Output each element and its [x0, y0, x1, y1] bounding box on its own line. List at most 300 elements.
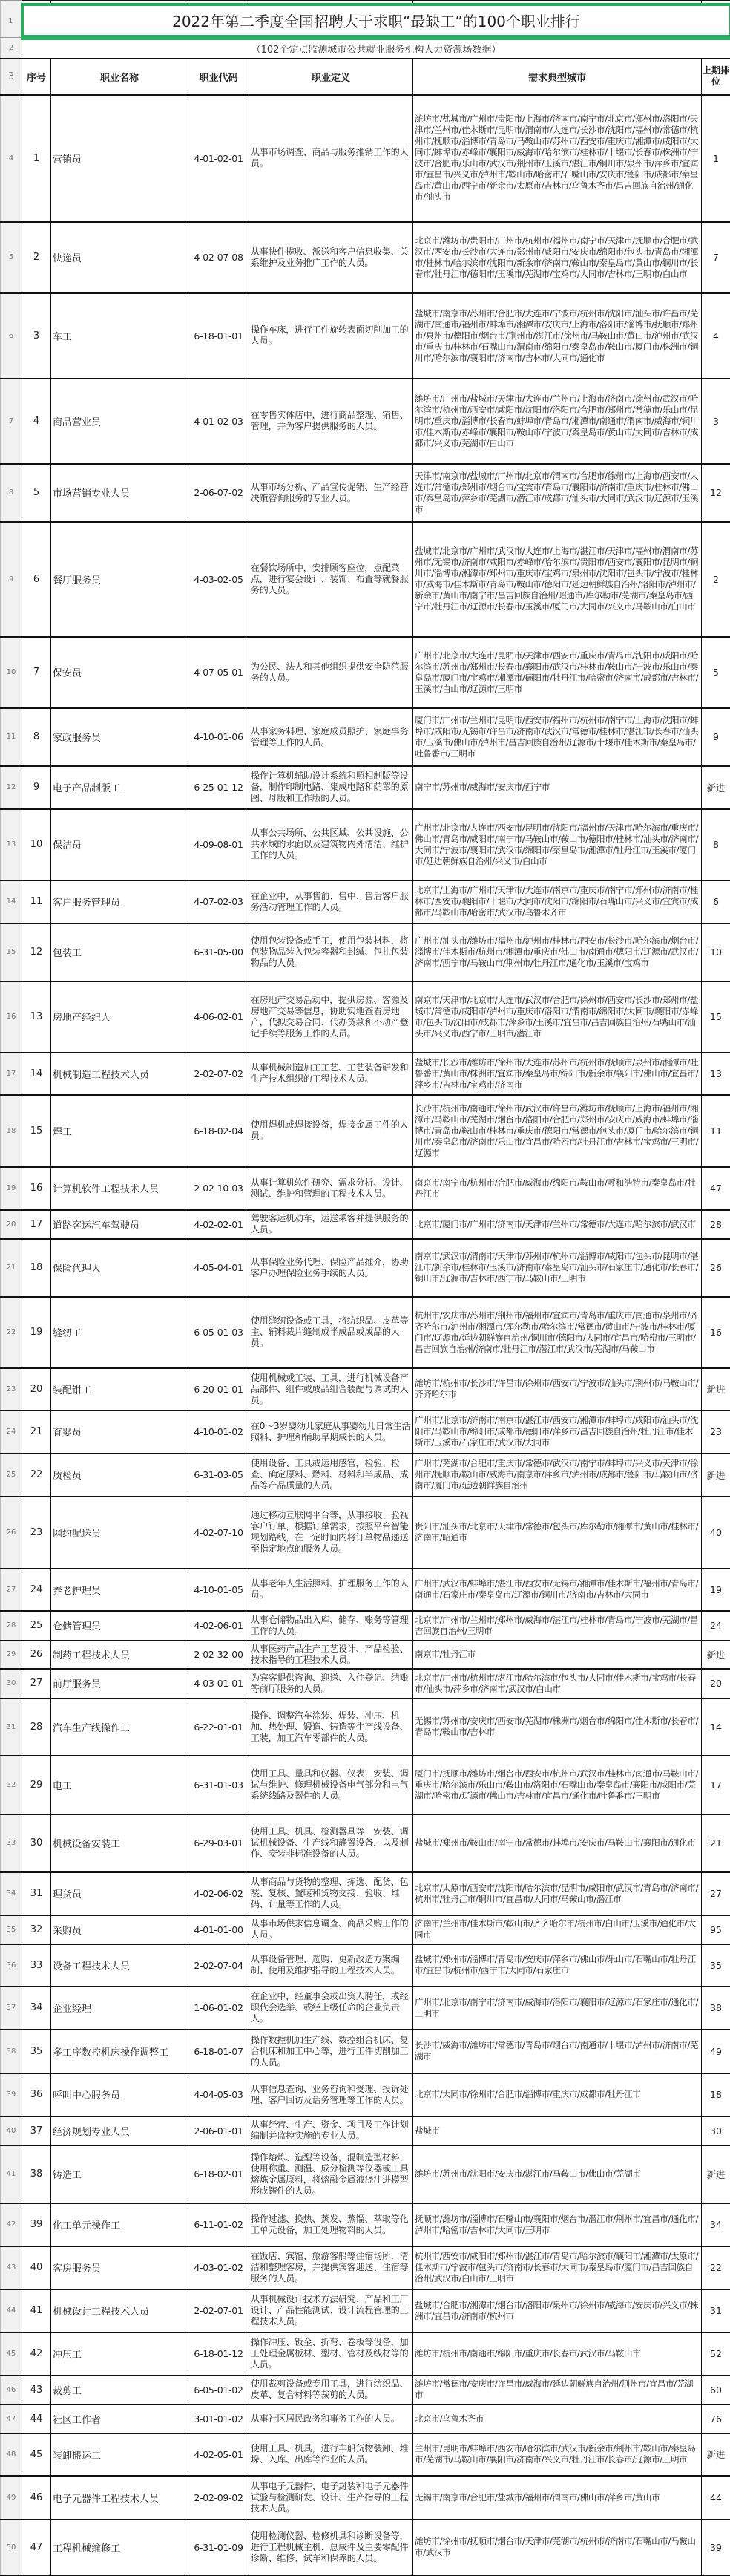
occupation-code[interactable]: 6-18-01-01 [188, 293, 249, 379]
occupation-name[interactable]: 采购员 [51, 1915, 188, 1944]
rank-number[interactable]: 34 [22, 1987, 51, 2030]
occupation-code[interactable]: 6-31-01-03 [188, 1756, 249, 1814]
row-number[interactable]: 50 [1, 2520, 22, 2575]
previous-rank[interactable]: 19 [702, 1569, 730, 1611]
rank-number[interactable]: 9 [22, 766, 51, 809]
previous-rank[interactable]: 52 [702, 2333, 730, 2376]
occupation-code[interactable]: 4-04-05-03 [188, 2073, 249, 2116]
occupation-definition[interactable]: 在0～3岁婴幼儿家庭从事婴幼儿日常生活照料、护理和辅助早期成长的人员。 [249, 1410, 413, 1454]
row-number[interactable]: 15 [1, 923, 22, 981]
occupation-code[interactable]: 4-09-08-01 [188, 809, 249, 880]
demand-cities[interactable]: 无锡市/南京市/合肥市/盐城市/福州市/渭南市/佛山市/萍乡市/黄山市 [413, 2476, 702, 2520]
previous-rank[interactable]: 76 [702, 2405, 730, 2433]
demand-cities[interactable]: 北京市/厦门市/广州市/济南市/天津市/兰州市/常德市/大连市/哈尔滨市/武汉市 [413, 1210, 702, 1239]
occupation-name[interactable]: 餐厅服务员 [51, 522, 188, 637]
occupation-code[interactable]: 6-18-02-04 [188, 1095, 249, 1167]
occupation-definition[interactable]: 从事经营、生产、资金、项目及工作计划编制并监控实施的专业人员。 [249, 2116, 413, 2145]
occupation-code[interactable]: 6-18-01-07 [188, 2030, 249, 2073]
row-number[interactable]: 47 [1, 2405, 22, 2433]
rank-number[interactable]: 7 [22, 637, 51, 708]
occupation-definition[interactable]: 从事家务料理、家庭成员照护、家庭事务管理等工作的人员。 [249, 708, 413, 766]
occupation-code[interactable]: 4-10-01-06 [188, 708, 249, 766]
occupation-definition[interactable]: 从事快件揽收、派送和客户信息收集、关系维护及业务推广工作的人员。 [249, 222, 413, 293]
occupation-code[interactable]: 6-18-01-12 [188, 2333, 249, 2376]
row-number[interactable]: 39 [1, 2073, 22, 2116]
rank-number[interactable]: 20 [22, 1368, 51, 1410]
previous-rank[interactable]: 39 [702, 2520, 730, 2575]
occupation-code[interactable]: 1-06-01-02 [188, 1987, 249, 2030]
rank-number[interactable]: 46 [22, 2476, 51, 2520]
rank-number[interactable]: 12 [22, 923, 51, 981]
occupation-definition[interactable]: 从事设备管理、选购、更新改造方案编制、使用及维护指导的工程技术人员。 [249, 1944, 413, 1987]
occupation-name[interactable]: 养老护理员 [51, 1569, 188, 1611]
occupation-name[interactable]: 铸造工 [51, 2145, 188, 2203]
rank-number[interactable]: 1 [22, 95, 51, 222]
previous-rank[interactable]: 11 [702, 1095, 730, 1167]
occupation-name[interactable]: 企业经理 [51, 1987, 188, 2030]
row-number[interactable]: 19 [1, 1167, 22, 1210]
previous-rank[interactable]: 3 [702, 379, 730, 464]
demand-cities[interactable]: 潍坊市/杭州市/南通市/绵阳市/重庆市/长春市/武汉市/马鞍山市 [413, 2333, 702, 2376]
header-definition[interactable]: 职业定义 [249, 59, 413, 95]
occupation-name[interactable]: 冲压工 [51, 2333, 188, 2376]
occupation-name[interactable]: 缝纫工 [51, 1297, 188, 1368]
occupation-code[interactable]: 4-01-02-01 [188, 95, 249, 222]
occupation-name[interactable]: 裁剪工 [51, 2376, 188, 2405]
previous-rank[interactable]: 1 [702, 95, 730, 222]
row-number[interactable]: 35 [1, 1915, 22, 1944]
rank-number[interactable]: 17 [22, 1210, 51, 1239]
occupation-code[interactable]: 6-31-01-09 [188, 2520, 249, 2575]
occupation-definition[interactable]: 操作熔炼、造型等设备，混制造型材料，使用称重、测温、成分检测等仪器或工具熔炼金属原料，将熔融金属液浇注进模型形成铸件的人员。 [249, 2145, 413, 2203]
rank-number[interactable]: 42 [22, 2333, 51, 2376]
occupation-definition[interactable]: 操作过滤、换热、蒸发、蒸馏、萃取等化工单元设备，加工处理物料的人员。 [249, 2203, 413, 2246]
previous-rank[interactable]: 新进 [702, 1368, 730, 1410]
row-number[interactable]: 2 [1, 38, 22, 59]
row-number[interactable]: 14 [1, 880, 22, 923]
occupation-definition[interactable]: 使用缝纫设备或工具，将纺织品、皮革等主、辅料裁片缝制成半成品或成品的人员。 [249, 1297, 413, 1368]
demand-cities[interactable]: 盐城市 [413, 2116, 702, 2145]
previous-rank[interactable]: 22 [702, 2246, 730, 2289]
previous-rank[interactable]: 30 [702, 2116, 730, 2145]
row-number[interactable]: 24 [1, 1410, 22, 1454]
demand-cities[interactable]: 潍坊市/苏州市/沈阳市/安庆市/湛江市/马鞍山市/佛山市/芜湖市 [413, 2145, 702, 2203]
rank-number[interactable]: 41 [22, 2289, 51, 2333]
demand-cities[interactable]: 长沙市/威海市/潍坊市/常德市/青岛市/烟台市/南通市/十堰市/泸州市/济南市/芜湖市 [413, 2030, 702, 2073]
occupation-code[interactable]: 4-06-02-01 [188, 981, 249, 1053]
previous-rank[interactable]: 24 [702, 1611, 730, 1641]
previous-rank[interactable]: 4 [702, 293, 730, 379]
header-name[interactable]: 职业名称 [51, 59, 188, 95]
row-number[interactable]: 32 [1, 1756, 22, 1814]
demand-cities[interactable]: 盐城市/合肥市/湘潭市/烟台市/洛阳市/泉州市/徐州市/威海市/安庆市/兴义市/株洲市/宜昌市/济南市/杭州市 [413, 2289, 702, 2333]
previous-rank[interactable]: 12 [702, 464, 730, 522]
occupation-definition[interactable]: 为公民、法人和其他组织提供安全防范服务的人员。 [249, 637, 413, 708]
demand-cities[interactable]: 天津市/南京市/盐城市/广州市/北京市/渭南市/合肥市/徐州市/上海市/西安市/大连市/常德市/郑州市/烟台市/宜宾市/青岛市/襄阳市/济南市/重庆市/桂林市/佛山市/秦皇岛市/萍乡市/芜湖市/潜江市/成都市/汕头市/大同市/武汉市/辽源市/玉溪市 [413, 464, 702, 522]
occupation-definition[interactable]: 使用工具、机具，进行车船货物装卸、堆垛、入库、出库等作业的人员。 [249, 2433, 413, 2476]
occupation-definition[interactable]: 操作计算机辅助设计系统和照相制版等设备，制作印制电路、集成电路和荫罩的原图、母版和工作版的人员。 [249, 766, 413, 809]
occupation-name[interactable]: 电工 [51, 1756, 188, 1814]
rank-number[interactable]: 5 [22, 464, 51, 522]
demand-cities[interactable]: 厦门市/广州市/兰州市/昆明市/西安市/福州市/杭州市/南宁市/上海市/沈阳市/蚌埠市/咸阳市/无锡市/许昌市/济南市/武汉市/常德市/桂林市/湛江市/长春市/汕头市/玉溪市/佛山市/泸州市/昌吉回族自治州/辽源市/十堰市/佳木斯市/秦皇岛市/吐鲁番市/三明市 [413, 708, 702, 766]
row-number[interactable]: 43 [1, 2246, 22, 2289]
row-number[interactable]: 1 [1, 4, 22, 38]
previous-rank[interactable]: 8 [702, 809, 730, 880]
previous-rank[interactable]: 新进 [702, 1454, 730, 1497]
rank-number[interactable]: 29 [22, 1756, 51, 1814]
occupation-name[interactable]: 质检员 [51, 1454, 188, 1497]
previous-rank[interactable]: 14 [702, 1699, 730, 1756]
row-number[interactable]: 23 [1, 1368, 22, 1410]
occupation-name[interactable]: 电子产品制版工 [51, 766, 188, 809]
rank-number[interactable]: 16 [22, 1167, 51, 1210]
row-number[interactable]: 36 [1, 1944, 22, 1987]
row-number[interactable]: 26 [1, 1497, 22, 1569]
demand-cities[interactable]: 南宁市/苏州市/威海市/安庆市/西宁市 [413, 766, 702, 809]
previous-rank[interactable]: 2 [702, 522, 730, 637]
previous-rank[interactable]: 6 [702, 880, 730, 923]
occupation-name[interactable]: 装配钳工 [51, 1368, 188, 1410]
occupation-code[interactable]: 4-02-07-10 [188, 1497, 249, 1569]
occupation-name[interactable]: 社区工作者 [51, 2405, 188, 2433]
occupation-definition[interactable]: 在零售实体店中，进行商品整理、销售、管理，并为客户提供服务的人员。 [249, 379, 413, 464]
row-number[interactable]: 28 [1, 1611, 22, 1641]
occupation-name[interactable]: 前厅服务员 [51, 1669, 188, 1699]
rank-number[interactable]: 19 [22, 1297, 51, 1368]
occupation-definition[interactable]: 从事市场分析、产品宣传促销、生产经营决策咨询服务的专业人员。 [249, 464, 413, 522]
row-number[interactable]: 13 [1, 809, 22, 880]
occupation-code[interactable]: 6-25-01-12 [188, 766, 249, 809]
demand-cities[interactable]: 北京市/潍坊市/贵阳市/广州市/杭州市/福州市/南宁市/天津市/抚顺市/合肥市/武汉市/西安市/长沙市/大连市/郑州市/咸阳市/安庆市/绵阳市/包头市/青岛市/湘潭市/桂林市/哈尔滨市/沈阳市/新余市/济南市/鞍山市/秦皇岛市/黄山市/铜川市/长春市/牡丹江市/德阳市/玉溪市/芜湖市/宝鸡市/大同市/吉林市/三明市/白山市 [413, 222, 702, 293]
demand-cities[interactable]: 厦门市/抚顺市/潍坊市/烟台市/西安市/杭州市/武汉市/桂林市/南通市/马鞍山市/重庆市/哈尔滨市/乐山市/鞍山市/洛阳市/石嘴山市/秦皇岛市/襄阳市/咸阳市/芜湖市/哈密市/辽源市/佛山市/吉林市/宜昌市/通化市/吐鲁番市/三明市 [413, 1756, 702, 1814]
occupation-code[interactable]: 2-02-07-02 [188, 1053, 249, 1095]
previous-rank[interactable]: 5 [702, 637, 730, 708]
occupation-definition[interactable]: 从事计算机软件研究、需求分析、设计、测试、维护和管理的工程技术人员。 [249, 1167, 413, 1210]
occupation-definition[interactable]: 使用裁剪设备或专用工具，进行纺织品、皮革、复合材料等裁剪的人员。 [249, 2376, 413, 2405]
occupation-definition[interactable]: 驾驶客运机动车，运送乘客并提供服务的人员。 [249, 1210, 413, 1239]
row-number[interactable]: 5 [1, 222, 22, 293]
row-number[interactable]: 44 [1, 2289, 22, 2333]
header-cities[interactable]: 需求典型城市 [413, 59, 702, 95]
occupation-code[interactable]: 4-02-02-01 [188, 1210, 249, 1239]
occupation-name[interactable]: 道路客运汽车驾驶员 [51, 1210, 188, 1239]
previous-rank[interactable]: 40 [702, 1497, 730, 1569]
previous-rank[interactable]: 95 [702, 1915, 730, 1944]
demand-cities[interactable]: 潍坊市/广州市/盐城市/天津市/大连市/兰州市/上海市/济南市/徐州市/武汉市/哈尔滨市/杭州市/西安市/咸阳市/沈阳市/洛阳市/合肥市/郑州市/常德市/乐山市/昆明市/重庆市/淄博市/长春市/蚌埠市/青岛市/湘潭市/南通市/渭南市/威海市/铜川市/佳木斯市/赤峰市/襄阳市/鞍山市/宁波市/秦皇岛市/黄山市/大同市/吉林市/成都市/兴义市/芜湖市/白山市 [413, 379, 702, 464]
occupation-definition[interactable]: 从事市场供求信息调查、商品采购工作的人员。 [249, 1915, 413, 1944]
previous-rank[interactable]: 28 [702, 1210, 730, 1239]
demand-cities[interactable]: 潍坊市/盐城市/广州市/贵阳市/上海市/济南市/南宁市/北京市/郑州市/洛阳市/天津市/兰州市/佳木斯市/昆明市/渭南市/大连市/长沙市/沈阳市/福州市/常德市/杭州市/抚顺市/淄博市/青岛市/马鞍山市/苏州市/西安市/重庆市/湘潭市/咸阳市/大同市/蚌埠市/赤峰市/襄阳市/威海市/哈尔滨市/桂林市/十堰市/长春市/株洲市/宁波市/合肥市/乐山市/武汉市/荆州市/玉溪市/湛江市/铜川市/泉州市/萍乡市/宜宾市/宜昌市/兴义市/泸州市/鞍山市/哈密市/石嘴山市/安庆市/德阳市/成都市/秦皇岛市/黄山市/西宁市/新余市/太原市/吉林市/乌鲁木齐市/昌吉回族自治州/通化市/汕头市 [413, 95, 702, 222]
occupation-definition[interactable]: 从事医药产品生产工艺设计、产品检验、技术指导的工程技术人员。 [249, 1641, 413, 1669]
row-number[interactable]: 4 [1, 95, 22, 222]
rank-number[interactable]: 10 [22, 809, 51, 880]
rank-number[interactable]: 14 [22, 1053, 51, 1095]
row-number[interactable]: 10 [1, 637, 22, 708]
occupation-name[interactable]: 家政服务员 [51, 708, 188, 766]
previous-rank[interactable]: 23 [702, 1410, 730, 1454]
rank-number[interactable]: 22 [22, 1454, 51, 1497]
demand-cities[interactable]: 抚顺市/潍坊市/淄博市/石嘴山市/襄阳市/烟台市/潜江市/荆州市/宜昌市/通化市/泸州市/哈密市/吉林市/大同市/三明市 [413, 2203, 702, 2246]
row-number[interactable]: 30 [1, 1669, 22, 1699]
rank-number[interactable]: 2 [22, 222, 51, 293]
row-number[interactable]: 20 [1, 1210, 22, 1239]
rank-number[interactable]: 4 [22, 379, 51, 464]
occupation-definition[interactable]: 为宾客提供咨询、迎送、入住登记、结账等前厅服务的人员。 [249, 1669, 413, 1699]
previous-rank[interactable]: 31 [702, 2289, 730, 2333]
occupation-code[interactable]: 4-02-06-01 [188, 1611, 249, 1641]
occupation-name[interactable]: 汽车生产线操作工 [51, 1699, 188, 1756]
occupation-definition[interactable]: 从事保险业务代理、保险产品推介，协助客户办理保险业务手续的人员。 [249, 1239, 413, 1297]
rank-number[interactable]: 15 [22, 1095, 51, 1167]
sheet-subtitle[interactable]: （102个定点监测城市公共就业服务机构人力资源场数据） [22, 38, 730, 59]
rank-number[interactable]: 38 [22, 2145, 51, 2203]
occupation-name[interactable]: 保安员 [51, 637, 188, 708]
occupation-name[interactable]: 化工单元操作工 [51, 2203, 188, 2246]
demand-cities[interactable]: 无锡市/苏州市/安庆市/西安市/芜湖市/株洲市/烟台市/绵阳市/佳木斯市/长春市/青岛市/鞍山市/吉林市 [413, 1699, 702, 1756]
row-number[interactable]: 48 [1, 2433, 22, 2476]
previous-rank[interactable]: 新进 [702, 2145, 730, 2203]
occupation-code[interactable]: 2-02-10-03 [188, 1167, 249, 1210]
occupation-code[interactable]: 2-02-32-00 [188, 1641, 249, 1669]
row-number[interactable]: 8 [1, 464, 22, 522]
occupation-code[interactable]: 6-22-01-01 [188, 1699, 249, 1756]
rank-number[interactable]: 11 [22, 880, 51, 923]
occupation-code[interactable]: 4-03-01-02 [188, 2246, 249, 2289]
occupation-definition[interactable]: 使用设备、工具或运用感官，检验、检查、确定原料、燃料、材料和半成品、成品等产品质量的人员。 [249, 1454, 413, 1497]
row-number[interactable]: 25 [1, 1454, 22, 1497]
occupation-code[interactable]: 6-18-02-01 [188, 2145, 249, 2203]
occupation-name[interactable]: 客户服务管理员 [51, 880, 188, 923]
previous-rank[interactable]: 7 [702, 222, 730, 293]
occupation-definition[interactable]: 使用焊机或焊接设备，焊接金属工件的人员。 [249, 1095, 413, 1167]
occupation-name[interactable]: 理货员 [51, 1872, 188, 1915]
occupation-code[interactable]: 4-07-05-01 [188, 637, 249, 708]
rank-number[interactable]: 8 [22, 708, 51, 766]
occupation-definition[interactable]: 操作数控机加生产线、数控组合机床、复合机床和加工中心等，进行工件切削加工的人员。 [249, 2030, 413, 2073]
row-number[interactable]: 16 [1, 981, 22, 1053]
demand-cities[interactable]: 广州市/北京市/济南市/南京市/湛江市/西安市/湘潭市/蚌埠市/咸阳市/汕头市/沈阳市/马鞍山市/绵阳市/成都市/德阳市/萍乡市/昌吉回族自治州/牡丹江市/佳木斯市/玉溪市/石家庄市/武汉市/大同市 [413, 1410, 702, 1454]
demand-cities[interactable]: 北京市/乌鲁木齐市 [413, 2405, 702, 2433]
previous-rank[interactable]: 18 [702, 2073, 730, 2116]
occupation-name[interactable]: 市场营销专业人员 [51, 464, 188, 522]
occupation-code[interactable]: 6-31-03-05 [188, 1454, 249, 1497]
occupation-definition[interactable]: 在企业中，从事售前、售中、售后客户服务活动管理工作的人员。 [249, 880, 413, 923]
row-number[interactable]: 7 [1, 379, 22, 464]
previous-rank[interactable]: 27 [702, 1872, 730, 1915]
occupation-definition[interactable]: 通过移动互联网平台等，从事接收、验视客户订单，根据订单需求，按照平台智能规划路线，在一定时间内将订单物品递送至指定地点的服务人员。 [249, 1497, 413, 1569]
rank-number[interactable]: 26 [22, 1641, 51, 1669]
sheet-title[interactable]: 2022年第二季度全国招聘大于求职“最缺工”的100个职业排行 [22, 4, 730, 38]
occupation-code[interactable]: 4-07-02-03 [188, 880, 249, 923]
occupation-code[interactable]: 4-03-02-05 [188, 522, 249, 637]
row-number[interactable]: 29 [1, 1641, 22, 1669]
row-number[interactable]: 17 [1, 1053, 22, 1095]
row-number[interactable]: 27 [1, 1569, 22, 1611]
previous-rank[interactable]: 9 [702, 708, 730, 766]
occupation-code[interactable]: 2-02-09-02 [188, 2476, 249, 2520]
occupation-definition[interactable]: 在房地产交易活动中，提供房源、客源及房地产交易等信息，协助实地查看房地产，代拟交易合同、代办贷款和不动产登记手续等服务工作的人员。 [249, 981, 413, 1053]
occupation-definition[interactable]: 在饭店、宾馆、旅游客船等住宿场所，清洁和整理客房，并提供宾客迎送、住宿等服务的人员。 [249, 2246, 413, 2289]
occupation-name[interactable]: 经济规划专业人员 [51, 2116, 188, 2145]
row-number[interactable]: 11 [1, 708, 22, 766]
demand-cities[interactable]: 广州市/北京市/大连市/西安市/昆明市/沈阳市/福州市/天津市/哈尔滨市/重庆市/佛山市/青岛市/咸阳市/南宁市/马鞍山市/鞍山市/德阳市/桂林市/汕头市/济南市/大同市/宁波市/襄阳市/武汉市/绵阳市/秦皇岛市/湘潭市/牡丹江市/玉溪市/厦门市/延边朝鲜族自治州/兴义市/白山市 [413, 809, 702, 880]
previous-rank[interactable]: 34 [702, 2203, 730, 2246]
occupation-name[interactable]: 房地产经纪人 [51, 981, 188, 1053]
previous-rank[interactable]: 16 [702, 1297, 730, 1368]
previous-rank[interactable]: 新进 [702, 2433, 730, 2476]
occupation-name[interactable]: 营销员 [51, 95, 188, 222]
rank-number[interactable]: 6 [22, 522, 51, 637]
rank-number[interactable]: 31 [22, 1872, 51, 1915]
rank-number[interactable]: 35 [22, 2030, 51, 2073]
occupation-name[interactable]: 电子元器件工程技术人员 [51, 2476, 188, 2520]
occupation-name[interactable]: 设备工程技术人员 [51, 1944, 188, 1987]
rank-number[interactable]: 28 [22, 1699, 51, 1756]
occupation-name[interactable]: 快递员 [51, 222, 188, 293]
occupation-name[interactable]: 装卸搬运工 [51, 2433, 188, 2476]
occupation-code[interactable]: 4-03-01-01 [188, 1669, 249, 1699]
demand-cities[interactable]: 盐城市/郑州市/淄博市/青岛市/安庆市/萍乡市/佛山市/乐山市/石嘴山市/牡丹江市/宜昌市/杭州市/西宁市/大同市/石家庄市 [413, 1944, 702, 1987]
previous-rank[interactable]: 47 [702, 1167, 730, 1210]
demand-cities[interactable]: 北京市/大同市/徐州市/合肥市/淄博市/重庆市/成都市/牡丹江市 [413, 2073, 702, 2116]
previous-rank[interactable]: 21 [702, 1814, 730, 1872]
occupation-name[interactable]: 计算机软件工程技术人员 [51, 1167, 188, 1210]
occupation-code[interactable]: 4-10-01-02 [188, 1410, 249, 1454]
header-code[interactable]: 职业代码 [188, 59, 249, 95]
header-prev-rank[interactable]: 上期排位 [702, 59, 730, 95]
occupation-code[interactable]: 6-11-01-02 [188, 2203, 249, 2246]
rank-number[interactable]: 32 [22, 1915, 51, 1944]
demand-cities[interactable]: 杭州市/安庆市/苏州市/荆州市/福州市/宜宾市/青岛市/重庆市/南通市/泉州市/齐齐哈尔市/泸州市/湘潭市/库尔勒市/哈尔滨市/常德市/黄山市/宁波市/桂林市/厦门市/辽源市/延边朝鲜族自治州/铜川市/德阳市/大同市/宜昌市/哈密市/三明市/昌吉回族自治州/济南市/牡丹江市/潜江市/武汉市/芜湖市/马鞍山市 [413, 1297, 702, 1368]
demand-cities[interactable]: 北京市/太原市/西安市/沈阳市/哈尔滨市/昆明市/咸阳市/武汉市/青岛市/济南市/杭州市/牡丹江市/铜川市/宜昌市/大同市/马鞍山市/潜江市 [413, 1872, 702, 1915]
previous-rank[interactable]: 新进 [702, 766, 730, 809]
occupation-code[interactable]: 6-31-05-00 [188, 923, 249, 981]
occupation-definition[interactable]: 使用检测仪器、检修机具和诊断设备等，进行工程机械主机、总成件及主要零配件诊断、维修、试车和保养的人员。 [249, 2520, 413, 2575]
rank-number[interactable]: 25 [22, 1611, 51, 1641]
occupation-definition[interactable]: 在餐饮场所中，安排顾客座位，点配菜点，进行宴会设计、装饰、布置等就餐服务的人员。 [249, 522, 413, 637]
row-number[interactable]: 33 [1, 1814, 22, 1872]
occupation-code[interactable]: 2-06-01-01 [188, 2116, 249, 2145]
demand-cities[interactable]: 北京市/广州市/杭州市/湛江市/哈尔滨市/包头市/大同市/佳木斯市/宝鸡市/长春市/汕头市/萍乡市/济南市/武汉市/白山市 [413, 1669, 702, 1699]
row-number[interactable]: 34 [1, 1872, 22, 1915]
occupation-name[interactable]: 保洁员 [51, 809, 188, 880]
row-number[interactable]: 22 [1, 1297, 22, 1368]
rank-number[interactable]: 40 [22, 2246, 51, 2289]
demand-cities[interactable]: 济南市/兰州市/佳木斯市/鞍山市/齐齐哈尔市/杭州市/白山市/玉溪市/通化市/大同市 [413, 1915, 702, 1944]
rank-number[interactable]: 33 [22, 1944, 51, 1987]
row-number[interactable]: 38 [1, 2030, 22, 2073]
demand-cities[interactable]: 广州市/北京市/南宁市/济南市/威海市/洛阳市/襄阳市/辽源市/石家庄市/通化市/三明市 [413, 1987, 702, 2030]
demand-cities[interactable]: 盐城市/长沙市/潍坊市/徐州市/大连市/苏州市/杭州市/抚顺市/泉州市/湘潭市/吐鲁番市/黄山市/株洲市/宜宾市/秦皇岛市/绵阳市/新余市/襄阳市/佛山市/宜昌市/萍乡市/吉林市/宝鸡市/济南市 [413, 1053, 702, 1095]
occupation-code[interactable]: 6-20-01-01 [188, 1368, 249, 1410]
occupation-definition[interactable]: 从事老年人生活照料、护理服务工作的人员。 [249, 1569, 413, 1611]
previous-rank[interactable]: 26 [702, 1239, 730, 1297]
occupation-name[interactable]: 机械制造工程技术人员 [51, 1053, 188, 1095]
previous-rank[interactable]: 17 [702, 1756, 730, 1814]
rank-number[interactable]: 23 [22, 1497, 51, 1569]
rank-number[interactable]: 37 [22, 2116, 51, 2145]
previous-rank[interactable]: 35 [702, 1944, 730, 1987]
row-number[interactable]: 41 [1, 2145, 22, 2203]
row-number[interactable]: 3 [1, 59, 22, 95]
demand-cities[interactable]: 潍坊市/徐州市/抚顺市/烟台市/天津市/芜湖市/杭州市/济南市/石嘴山市/马鞍山市/武汉市 [413, 2520, 702, 2575]
previous-rank[interactable]: 20 [702, 1669, 730, 1699]
occupation-definition[interactable]: 从事仓储物品出入库、储存、账务等管理工作的人员。 [249, 1611, 413, 1641]
demand-cities[interactable]: 潍坊市/常德市/安庆市/许昌市/威海市/延边朝鲜族自治州/荆州市/宜昌市/芜湖市 [413, 2376, 702, 2405]
row-number[interactable]: 21 [1, 1239, 22, 1297]
rank-number[interactable]: 47 [22, 2520, 51, 2575]
occupation-definition[interactable]: 在企业中，经董事会或出资人聘任，或经职代会选举、或经上级任命的企业负责人。 [249, 1987, 413, 2030]
demand-cities[interactable]: 兰州市/昆明市/蚌埠市/西安市/哈尔滨市/武汉市/新余市/荆州市/鞍山市/秦皇岛市/芜湖市/马鞍山市/襄阳市/济南市/兴义市/牡丹江市/长春市/辽源市/三明市 [413, 2433, 702, 2476]
occupation-definition[interactable]: 从事电子元器件、电子封装和电子元器件试验与检测研发、设计、生产指导的工程技术人员。 [249, 2476, 413, 2520]
rank-number[interactable]: 24 [22, 1569, 51, 1611]
occupation-definition[interactable]: 使用机械或工装、工具，进行机械设备产品部件、组件或成品组合装配与调试的人员。 [249, 1368, 413, 1410]
rank-number[interactable]: 30 [22, 1814, 51, 1872]
occupation-name[interactable]: 网约配送员 [51, 1497, 188, 1569]
occupation-name[interactable]: 仓储管理员 [51, 1611, 188, 1641]
row-number[interactable]: 18 [1, 1095, 22, 1167]
demand-cities[interactable]: 广州市/武汉市/蚌埠市/湛江市/西安市/无锡市/湘潭市/佳木斯市/福州市/青岛市/南通市/石家庄市/秦皇岛市/辽源市/铜川市/济南市/吉林市/大同市 [413, 1569, 702, 1611]
previous-rank[interactable]: 15 [702, 981, 730, 1053]
previous-rank[interactable]: 13 [702, 1053, 730, 1095]
occupation-code[interactable]: 3-01-01-02 [188, 2405, 249, 2433]
occupation-code[interactable]: 6-05-01-03 [188, 1297, 249, 1368]
rank-number[interactable]: 21 [22, 1410, 51, 1454]
rank-number[interactable]: 13 [22, 981, 51, 1053]
rank-number[interactable]: 39 [22, 2203, 51, 2246]
row-number[interactable]: 46 [1, 2376, 22, 2405]
occupation-code[interactable]: 2-06-07-02 [188, 464, 249, 522]
row-number[interactable]: 37 [1, 1987, 22, 2030]
occupation-name[interactable]: 呼叫中心服务员 [51, 2073, 188, 2116]
demand-cities[interactable]: 长沙市/杭州市/南通市/徐州市/武汉市/许昌市/潍坊市/抚顺市/上海市/福州市/湘潭市/马鞍山市/芜湖市/烟台市/洛阳市/合肥市/郑州市/安庆市/威海市/蚌埠市/淄博市/青岛市/鞍山市/桂林市/重庆市/德阳市/常德市/包头市/厦门市/哈尔滨市/铜川市/秦皇岛市/济南市/乐山市/宜昌市/哈密市/牡丹江市/吉林市/宝鸡市/三明市/辽源市 [413, 1095, 702, 1167]
occupation-code[interactable]: 4-02-07-08 [188, 222, 249, 293]
previous-rank[interactable]: 49 [702, 2030, 730, 2073]
demand-cities[interactable]: 南京市/牡丹江市 [413, 1641, 702, 1669]
rank-number[interactable]: 45 [22, 2433, 51, 2476]
demand-cities[interactable]: 北京市/广州市/兰州市/郑州市/威海市/湛江市/桂林市/青岛市/宁波市/芜湖市/昌吉回族自治州/三明市 [413, 1611, 702, 1641]
occupation-definition[interactable]: 从事市场调查、商品与服务推销工作的人员。 [249, 95, 413, 222]
occupation-name[interactable]: 机械设备安装工 [51, 1814, 188, 1872]
rank-number[interactable]: 44 [22, 2405, 51, 2433]
demand-cities[interactable]: 南京市/天津市/北京市/大连市/武汉市/合肥市/徐州市/西安市/长沙市/郑州市/盐城市/常德市/咸阳市/泸州市/重庆市/洛阳市/渭南市/绵阳市/大同市/襄阳市/赤峰市/包头市/沈阳市/成都市/萍乡市/玉溪市/宜昌市/昌吉回族自治州/石嘴山市/汕头市/兴义市/西宁市/三明市/潜江市 [413, 981, 702, 1053]
row-number[interactable]: 9 [1, 522, 22, 637]
occupation-definition[interactable]: 操作、调整汽车涂装、焊装、冲压、机加、热处理、锻造、铸造等生产线设备、工装，加工汽车零部件的人员。 [249, 1699, 413, 1756]
occupation-code[interactable]: 4-01-02-03 [188, 379, 249, 464]
demand-cities[interactable]: 盐城市/南京市/苏州市/合肥市/大连市/宁波市/杭州市/沈阳市/汕头市/许昌市/芜湖市/南通市/福州市/蚌埠市/湘潭市/安庆市/上海市/洛阳市/淄博市/抚顺市/郑州市/泉州市/德阳市/烟台市/荆州市/湛江市/徐州市/马鞍山市/黄山市/泸州市/武汉市/重庆市/桂林市/石嘴山市/渭南市/绵阳市/秦皇岛市/鞍山市/厦门市/株洲市/铜川市/哈尔滨市/襄阳市/济南市/吉林市/大同市/通化市 [413, 293, 702, 379]
occupation-code[interactable]: 4-01-01-00 [188, 1915, 249, 1944]
previous-rank[interactable]: 10 [702, 923, 730, 981]
occupation-code[interactable]: 6-29-03-01 [188, 1814, 249, 1872]
demand-cities[interactable]: 广州市/芜湖市/合肥市/重庆市/常德市/武汉市/南宁市/蚌埠市/兴义市/天津市/徐州市/抚顺市/鞍山市/威海市/南京市/萍乡市/泸州市/成都市/德阳市/马鞍山市/济南市/厦门市/延边朝鲜族自治州 [413, 1454, 702, 1497]
rank-number[interactable]: 18 [22, 1239, 51, 1297]
occupation-definition[interactable]: 使用包装设备或手工，使用包装材料，将包装物品装入包装容器和封缄、包扎包装物品的人员。 [249, 923, 413, 981]
row-number[interactable]: 49 [1, 2476, 22, 2520]
row-number[interactable]: 12 [1, 766, 22, 809]
occupation-name[interactable]: 商品营业员 [51, 379, 188, 464]
demand-cities[interactable]: 北京市/上海市/广州市/天津市/大连市/南京市/重庆市/南宁市/郑州市/济南市/桂林市/西安市/襄阳市/十堰市/大同市/沈阳市/绵阳市/石嘴山市/兴义市/宜宾市/成都市/马鞍山市/哈密市/武汉市/乌鲁木齐市 [413, 880, 702, 923]
previous-rank[interactable]: 38 [702, 1987, 730, 2030]
occupation-code[interactable]: 6-05-01-02 [188, 2376, 249, 2405]
demand-cities[interactable]: 广州市/汕头市/潍坊市/福州市/泸州市/桂林市/西安市/长沙市/哈尔滨市/烟台市/淄博市/佳木斯市/杭州市/湘潭市/重庆市/佛山市/南通市/德阳市/辽源市/武汉市/济南市/西宁市/马鞍山市/荆州市/牡丹江市/通化市/玉溪市/宝鸡市 [413, 923, 702, 981]
occupation-code[interactable]: 2-02-07-04 [188, 1944, 249, 1987]
occupation-code[interactable]: 2-02-07-01 [188, 2289, 249, 2333]
demand-cities[interactable]: 潍坊市/杭州市/长沙市/许昌市/徐州市/西安市/宁波市/汕头市/荆州市/马鞍山市/齐齐哈尔市 [413, 1368, 702, 1410]
rank-number[interactable]: 43 [22, 2376, 51, 2405]
previous-rank[interactable]: 60 [702, 2376, 730, 2405]
rank-number[interactable]: 27 [22, 1669, 51, 1699]
occupation-code[interactable]: 4-02-06-02 [188, 1872, 249, 1915]
